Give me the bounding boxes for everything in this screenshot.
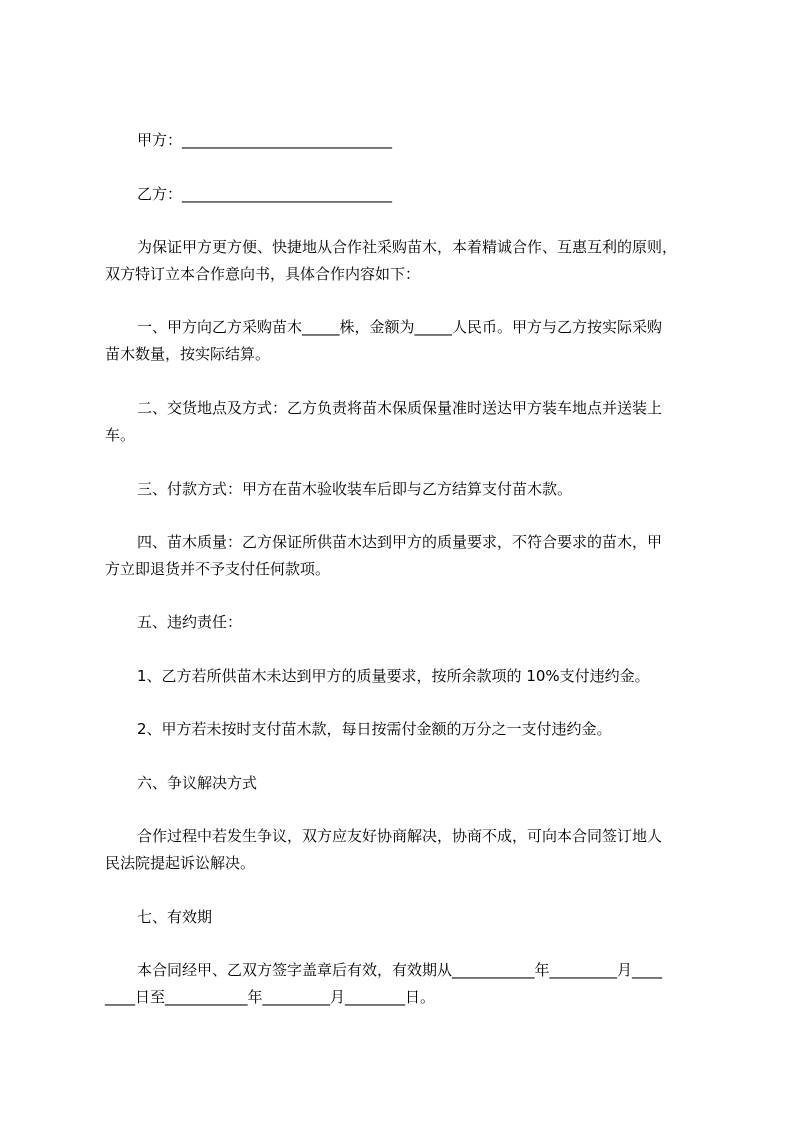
section-5-item-2: 2、甲方若未按时支付苗木款，每日按需付金额的万分之一支付违约金。 bbox=[137, 720, 612, 738]
section-1-line-2: 苗木数量，按实际结算。 bbox=[105, 345, 271, 363]
section-3-line: 三、付款方式：甲方在苗木验收装车后即与乙方结算支付苗木款。 bbox=[137, 480, 573, 498]
section-1-line-1: 一、甲方向乙方采购苗木_____株，金额为_____人民币。甲方与乙方按实际采购 bbox=[137, 318, 663, 336]
section-6-line-2: 民法院提起诉讼解决。 bbox=[105, 854, 256, 872]
section-4-line-2: 方立即退货并不予支付任何款项。 bbox=[105, 560, 331, 578]
section-2-line-2: 车。 bbox=[105, 426, 136, 444]
section-7-line-1: 本合同经甲、乙双方签字盖章后有效，有效期从___________年_________月____ bbox=[137, 961, 663, 979]
section-6-line-1: 合作过程中若发生争议，双方应友好协商解决，协商不成，可向本合同签订地人 bbox=[137, 827, 663, 845]
party-a-line: 甲方：____________________________ bbox=[137, 131, 393, 149]
section-5-title: 五、违约责任： bbox=[137, 613, 243, 631]
section-4-line-1: 四、苗木质量：乙方保证所供苗木达到甲方的质量要求，不符合要求的苗木，甲 bbox=[137, 533, 663, 551]
party-b-line: 乙方：____________________________ bbox=[137, 185, 393, 203]
section-7-title: 七、有效期 bbox=[137, 908, 213, 926]
section-2-line-1: 二、交货地点及方式：乙方负责将苗木保质保量准时送达甲方装车地点并送装上 bbox=[137, 399, 663, 417]
section-5-item-1: 1、乙方若所供苗木未达到甲方的质量要求，按所余款项的 10%支付违约金。 bbox=[137, 667, 650, 685]
section-6-title: 六、争议解决方式 bbox=[137, 774, 258, 792]
intro-paragraph-line-1: 为保证甲方更方便、快捷地从合作社采购苗木，本着精诚合作、互惠互利的原则， bbox=[137, 238, 678, 256]
intro-paragraph-line-2: 双方特订立本合作意向书，具体合作内容如下： bbox=[105, 265, 421, 283]
section-7-line-2: ____日至___________年_________月________日。 bbox=[105, 988, 436, 1006]
